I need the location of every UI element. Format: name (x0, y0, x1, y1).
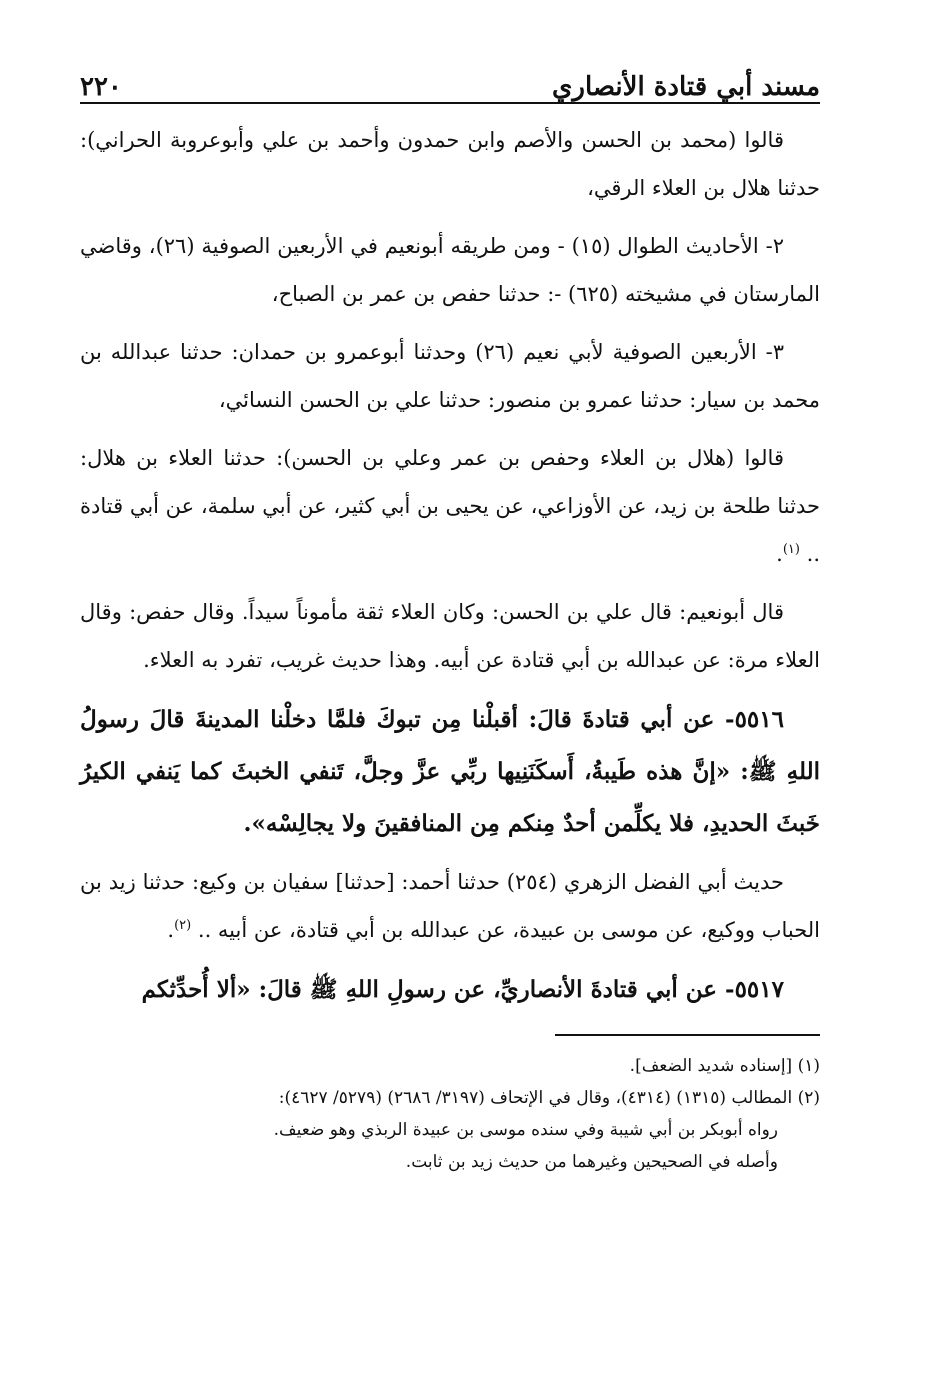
footnote-2-line: رواه أبوبكر بن أبي شيبة وفي سنده موسى بن عبيدة الربذي وهو ضعيف. (273, 1120, 778, 1140)
hadith-text: عن أبي قتادةَ الأنصاريِّ، عن رسولِ اللهِ ﷺ قالَ: «ألا أُحدِّثكم (141, 976, 718, 1003)
footnote-2-line: وأصله في الصحيحين وغيرهما من حديث زيد بن ثابت. (405, 1152, 778, 1172)
footnote-1: (١) [إسناده شديد الضعف]. (629, 1056, 820, 1076)
hadith-number: ٥٥١٧- (725, 976, 784, 1003)
paragraph: قالوا (محمد بن الحسن والأصم وابن حمدون وأحمد بن علي وأبوعروبة الحراني): حدثنا هلال بن العلاء الرقي، (80, 128, 820, 200)
paragraph: قالوا (هلال بن العلاء وحفص بن عمر وعلي بن الحسن): حدثنا العلاء بن هلال: حدثنا طلحة بن زيد، عن الأوزاعي، عن يحيى بن أبي كثير، عن أبي سلمة، عن أبي قتادة .. $^{(١)}$. (80, 446, 820, 566)
footnotes (80, 1050, 820, 1178)
hadith-5517 (80, 964, 820, 1016)
footnote-2: (٢) المطالب (١٣١٥) (٤٣١٤)، وقال في الإتحاف (٣١٩٧/ ٢٦٨٦) (٥٢٧٩/ ٤٦٢٧): (278, 1088, 820, 1108)
hadith-5516 (80, 694, 820, 850)
footnote-ref-1: (١) (782, 542, 800, 557)
running-title: مسند أبي قتادة الأنصاري (552, 72, 820, 102)
main-text (80, 116, 820, 1016)
paragraph: قال أبونعيم: قال علي بن الحسن: وكان العلاء ثقة مأموناً سيداً. وقال حفص: وقال العلاء مرة: عن عبدالله بن أبي قتادة عن أبيه. وهذا حديث غريب، تفرد به العلاء. (80, 600, 820, 672)
hadith-text: عن أبي قتادةَ قالَ: أقبلْنا مِن تبوكَ فلمَّا دخلْنا المدينةَ قالَ رسولُ اللهِ ﷺ: «إنَّ هذه طَيبةُ، أَسكَنَنِيها ربِّي عزَّ وجلَّ، تَنفي الخبثَ كما يَنفي الكيرُ خَبثَ الحديدِ، فلا يكلِّمن أحدٌ مِنكم مِن المنافقينَ ولا يجالِسْه». (80, 706, 820, 837)
paragraph: ٣- الأربعين الصوفية لأبي نعيم (٢٦) وحدثنا أبوعمرو بن حمدان: حدثنا عبدالله بن محمد بن سيار: حدثنا عمرو بن منصور: حدثنا علي بن الحسن النسائي، (80, 340, 820, 412)
footnote-separator (555, 1034, 820, 1036)
paragraph: ٢- الأحاديث الطوال (١٥) - ومن طريقه أبونعيم في الأربعين الصوفية (٢٦)، وقاضي المارستان في مشيخته (٦٢٥) -: حدثنا حفص بن عمر بن الصباح، (80, 234, 820, 306)
book-page (80, 58, 820, 1178)
page-number: ٢٢٠ (80, 72, 122, 102)
paragraph: حديث أبي الفضل الزهري (٢٥٤) حدثنا أحمد: [حدثنا] سفيان بن وكيع: حدثنا زيد بن الحباب ووكيع، عن موسى بن عبيدة، عن عبدالله بن أبي قتادة، عن أبيه .. $^{(٢)}$. (80, 870, 820, 942)
page-header (80, 58, 820, 104)
hadith-number: ٥٥١٦- (725, 706, 784, 733)
footnote-ref-2: (٢) (174, 918, 192, 933)
